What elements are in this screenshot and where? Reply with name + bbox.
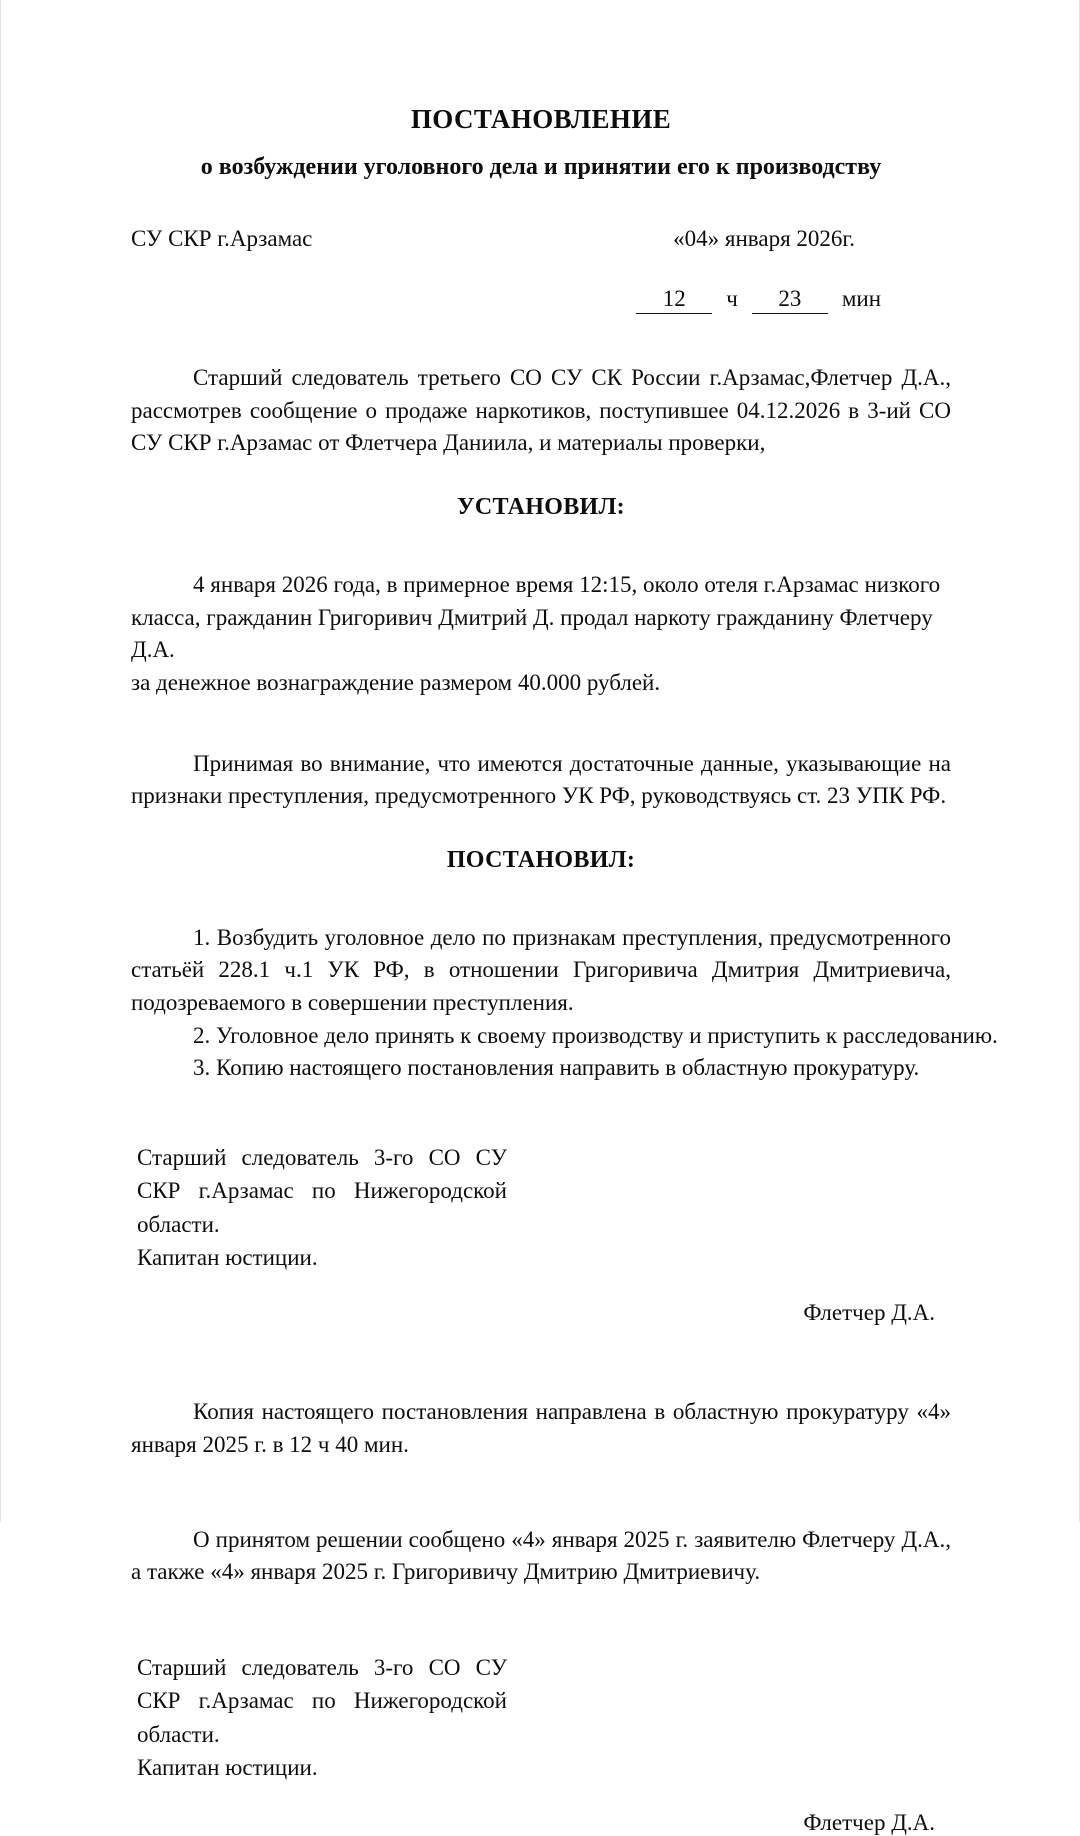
established-line-3: за денежное вознаграждение размером 40.000 рублей.	[131, 669, 661, 695]
established-line-2: класса, гражданин Григоривич Дмитрий Д. продал наркоту гражданину Флетчеру Д.А.	[131, 604, 933, 663]
signature-block-first	[137, 1141, 951, 1274]
signature-first-line-3: области.	[137, 1211, 220, 1237]
resolved-item-3: 3. Копию настоящего постановления направить в областную прокуратуру.	[193, 1055, 920, 1081]
signature-second-line-3: области.	[137, 1721, 220, 1747]
section-heading-established: УСТАНОВИЛ:	[457, 493, 625, 520]
signature-first-line-2: СКР г.Арзамас по Нижегородской	[137, 1178, 507, 1204]
time-minutes-unit-label: мин	[841, 285, 881, 311]
signature-block-second	[137, 1651, 951, 1784]
page-subtitle: о возбуждении уголовного дела и принятии его к производству	[200, 154, 882, 181]
time-row	[131, 286, 895, 314]
time-hours-unit-label: ч	[726, 285, 738, 311]
header-meta-row	[131, 226, 951, 252]
established-line-1: 4 января 2026 года, в примерное время 12:15, около отеля г.Арзамас низкого	[193, 571, 941, 597]
preamble-paragraph: Старший следователь третьего СО СУ СК России г.Арзамас,Флетчер Д.А., рассмотрев сообщение о продаже наркотиков, поступившее 04.12.2026 в 3-ий СО СУ СКР г.Арзамас от Флетчера Даниила, и материалы проверки,	[131, 364, 951, 456]
signature-first-line-1: Старший следователь 3-го СО СУ	[137, 1145, 507, 1171]
considering-paragraph: Принимая во внимание, что имеются достаточные данные, указывающие на признаки преступления, предусмотренного УК РФ, руководствуясь ст. 23 УПК РФ.	[131, 750, 951, 809]
time-hours-field[interactable]: 12	[636, 286, 712, 314]
signature-second-name: Флетчер Д.А.	[803, 1810, 935, 1836]
issuing-authority: СУ СКР г.Арзамас	[131, 225, 313, 251]
copy-notice-paragraph: Копия настоящего постановления направлена в областную прокуратуру «4» января 2025 г. в 12 ч 40 мин.	[131, 1399, 951, 1458]
document-sheet	[131, 0, 998, 1836]
document-date: «04» января 2026г.	[673, 225, 855, 251]
resolved-item-2: 2. Уголовное дело принять к своему производству и приступить к расследованию.	[193, 1022, 998, 1048]
page-title: ПОСТАНОВЛЕНИЕ	[410, 104, 672, 134]
resolved-item-1: 1. Возбудить уголовное дело по признакам преступления, предусмотренного статьёй 228.1 ч.1 УК РФ, в отношении Григоривича Дмитрия Дмитриевича, подозреваемого в совершении преступления.	[131, 924, 951, 1016]
signature-second-line-2: СКР г.Арзамас по Нижегородской	[137, 1688, 507, 1714]
time-minutes-field[interactable]: 23	[752, 286, 828, 314]
signature-second-line-4: Капитан юстиции.	[137, 1755, 318, 1781]
decision-notice-paragraph: О принятом решении сообщено «4» января 2025 г. заявителю Флетчеру Д.А., а также «4» января 2025 г. Григоривичу Дмитрию Дмитриевичу.	[131, 1526, 951, 1585]
section-heading-resolved: ПОСТАНОВИЛ:	[446, 846, 636, 873]
signature-second-line-1: Старший следователь 3-го СО СУ	[137, 1655, 507, 1681]
signature-first-name: Флетчер Д.А.	[803, 1300, 935, 1326]
signature-first-line-4: Капитан юстиции.	[137, 1245, 318, 1271]
